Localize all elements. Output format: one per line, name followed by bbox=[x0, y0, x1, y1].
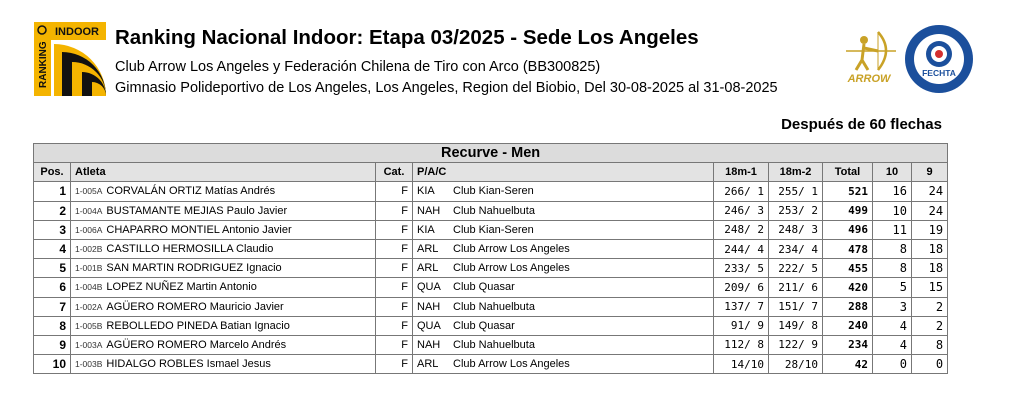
row-pac bbox=[413, 278, 714, 297]
ranking-badge-text: RANKING bbox=[38, 41, 49, 88]
table-row bbox=[34, 239, 948, 258]
table-row bbox=[34, 259, 948, 278]
row-tens: 4 bbox=[873, 316, 912, 335]
row-nines: 2 bbox=[912, 297, 948, 316]
col-total-header: Total bbox=[823, 163, 873, 182]
athlete-code: 1-004B bbox=[75, 282, 103, 293]
row-athlete bbox=[71, 297, 376, 316]
row-nines: 15 bbox=[912, 278, 948, 297]
row-total: 234 bbox=[823, 335, 873, 354]
row-18m1: 112/ 8 bbox=[714, 335, 769, 354]
row-total: 455 bbox=[823, 259, 873, 278]
row-pac bbox=[413, 297, 714, 316]
row-pos: 2 bbox=[34, 201, 71, 220]
row-tens: 3 bbox=[873, 297, 912, 316]
athlete-code: 1-006A bbox=[75, 224, 103, 235]
athlete-code: 1-002B bbox=[75, 244, 103, 255]
athlete-name: SAN MARTIN RODRIGUEZ Ignacio bbox=[106, 262, 282, 275]
row-tens: 11 bbox=[873, 220, 912, 239]
row-pac bbox=[413, 182, 714, 201]
row-athlete bbox=[71, 201, 376, 220]
row-total: 478 bbox=[823, 239, 873, 258]
row-nines: 24 bbox=[912, 201, 948, 220]
club-name: Club Nahuelbuta bbox=[453, 300, 535, 313]
club-name: Club Arrow Los Angeles bbox=[453, 243, 570, 256]
table-row bbox=[34, 278, 948, 297]
club-code: ARL bbox=[417, 262, 439, 275]
row-nines: 24 bbox=[912, 182, 948, 201]
category-header-row bbox=[34, 144, 948, 163]
row-nines: 2 bbox=[912, 316, 948, 335]
indoor-badge-text: INDOOR bbox=[55, 26, 99, 38]
row-18m1: 137/ 7 bbox=[714, 297, 769, 316]
page-title: Ranking Nacional Indoor: Etapa 03/2025 - Sede Los Angeles bbox=[115, 26, 699, 49]
row-total: 521 bbox=[823, 182, 873, 201]
club-code: NAH bbox=[417, 204, 441, 217]
row-tens: 4 bbox=[873, 335, 912, 354]
athlete-name: CHAPARRO MONTIEL Antonio Javier bbox=[106, 223, 292, 236]
col-athlete-header: Atleta bbox=[71, 163, 376, 182]
row-18m2: 211/ 6 bbox=[769, 278, 823, 297]
col-18m1-header: 18m-1 bbox=[714, 163, 769, 182]
row-tens: 10 bbox=[873, 201, 912, 220]
row-tens: 8 bbox=[873, 259, 912, 278]
club-name: Club Nahuelbuta bbox=[453, 338, 535, 351]
club-code: ARL bbox=[417, 358, 439, 371]
row-pos: 9 bbox=[34, 335, 71, 354]
table-row bbox=[34, 316, 948, 335]
athlete-name: REBOLLEDO PINEDA Batian Ignacio bbox=[106, 319, 290, 332]
col-nines-header: 9 bbox=[912, 163, 948, 182]
row-tens: 5 bbox=[873, 278, 912, 297]
row-18m2: 234/ 4 bbox=[769, 239, 823, 258]
table-row bbox=[34, 335, 948, 354]
row-pac bbox=[413, 316, 714, 335]
row-cat: F bbox=[376, 220, 413, 239]
row-athlete bbox=[71, 355, 376, 374]
arrow-logo-text: ARROW bbox=[847, 73, 891, 85]
club-name: Club Arrow Los Angeles bbox=[453, 262, 570, 275]
results-body bbox=[34, 182, 948, 374]
row-cat: F bbox=[376, 297, 413, 316]
row-total: 288 bbox=[823, 297, 873, 316]
arrows-count-note: Después de 60 flechas bbox=[781, 116, 942, 133]
row-athlete bbox=[71, 182, 376, 201]
row-cat: F bbox=[376, 182, 413, 201]
row-18m1: 266/ 1 bbox=[714, 182, 769, 201]
row-pos: 3 bbox=[34, 220, 71, 239]
row-pac bbox=[413, 220, 714, 239]
club-code: QUA bbox=[417, 281, 441, 294]
athlete-code: 1-005B bbox=[75, 320, 103, 331]
col-tens-header: 10 bbox=[873, 163, 912, 182]
athlete-name: LOPEZ NUÑEZ Martin Antonio bbox=[106, 281, 257, 294]
row-athlete bbox=[71, 259, 376, 278]
row-pac bbox=[413, 259, 714, 278]
col-pos-header: Pos. bbox=[34, 163, 71, 182]
table-row bbox=[34, 297, 948, 316]
row-tens: 16 bbox=[873, 182, 912, 201]
row-18m2: 248/ 3 bbox=[769, 220, 823, 239]
row-tens: 8 bbox=[873, 239, 912, 258]
row-nines: 18 bbox=[912, 239, 948, 258]
athlete-code: 1-003B bbox=[75, 359, 103, 370]
row-pos: 8 bbox=[34, 316, 71, 335]
row-18m1: 246/ 3 bbox=[714, 201, 769, 220]
results-table bbox=[33, 143, 948, 374]
athlete-name: AGÜERO ROMERO Marcelo Andrés bbox=[106, 338, 287, 351]
row-total: 499 bbox=[823, 201, 873, 220]
row-cat: F bbox=[376, 239, 413, 258]
row-athlete bbox=[71, 220, 376, 239]
row-cat: F bbox=[376, 259, 413, 278]
athlete-code: 1-003A bbox=[75, 339, 103, 350]
club-code: NAH bbox=[417, 300, 441, 313]
row-pos: 1 bbox=[34, 182, 71, 201]
col-cat-header: Cat. bbox=[376, 163, 413, 182]
row-total: 240 bbox=[823, 316, 873, 335]
fechta-logo-text: FECHTA bbox=[922, 68, 956, 78]
row-total: 42 bbox=[823, 355, 873, 374]
row-18m2: 253/ 2 bbox=[769, 201, 823, 220]
row-18m1: 14/10 bbox=[714, 355, 769, 374]
row-nines: 18 bbox=[912, 259, 948, 278]
row-18m2: 255/ 1 bbox=[769, 182, 823, 201]
category-title: Recurve - Men bbox=[34, 144, 948, 163]
athlete-name: CASTILLO HERMOSILLA Claudio bbox=[106, 243, 274, 256]
row-athlete bbox=[71, 335, 376, 354]
row-cat: F bbox=[376, 335, 413, 354]
row-18m2: 151/ 7 bbox=[769, 297, 823, 316]
club-name: Club Arrow Los Angeles bbox=[453, 358, 570, 371]
club-arrow-logo bbox=[838, 26, 900, 88]
table-row bbox=[34, 220, 948, 239]
row-pac bbox=[413, 201, 714, 220]
club-code: KIA bbox=[417, 223, 435, 236]
athlete-code: 1-002A bbox=[75, 301, 103, 312]
club-code: KIA bbox=[417, 185, 435, 198]
club-name: Club Quasar bbox=[453, 281, 515, 294]
row-pac bbox=[413, 239, 714, 258]
row-pos: 4 bbox=[34, 239, 71, 258]
club-name: Club Nahuelbuta bbox=[453, 204, 535, 217]
organizer-subtitle: Club Arrow Los Angeles y Federación Chilena de Tiro con Arco (BB300825) bbox=[115, 59, 601, 75]
row-cat: F bbox=[376, 316, 413, 335]
club-code: NAH bbox=[417, 338, 441, 351]
club-code: ARL bbox=[417, 243, 439, 256]
row-pos: 7 bbox=[34, 297, 71, 316]
club-code: QUA bbox=[417, 319, 441, 332]
column-header-row bbox=[34, 163, 948, 182]
col-pac-header: P/A/C bbox=[413, 163, 714, 182]
row-18m2: 122/ 9 bbox=[769, 335, 823, 354]
row-cat: F bbox=[376, 278, 413, 297]
row-18m1: 91/ 9 bbox=[714, 316, 769, 335]
athlete-name: HIDALGO ROBLES Ismael Jesus bbox=[106, 358, 271, 371]
table-row bbox=[34, 201, 948, 220]
row-pac bbox=[413, 335, 714, 354]
row-athlete bbox=[71, 239, 376, 258]
row-cat: F bbox=[376, 355, 413, 374]
row-total: 420 bbox=[823, 278, 873, 297]
row-pos: 6 bbox=[34, 278, 71, 297]
athlete-code: 1-005A bbox=[75, 186, 103, 197]
row-18m1: 244/ 4 bbox=[714, 239, 769, 258]
row-tens: 0 bbox=[873, 355, 912, 374]
athlete-name: BUSTAMANTE MEJIAS Paulo Javier bbox=[106, 204, 288, 217]
row-pos: 10 bbox=[34, 355, 71, 374]
row-18m2: 149/ 8 bbox=[769, 316, 823, 335]
row-total: 496 bbox=[823, 220, 873, 239]
row-pac bbox=[413, 355, 714, 374]
ranking-indoor-logo bbox=[34, 22, 106, 96]
col-18m2-header: 18m-2 bbox=[769, 163, 823, 182]
athlete-name: CORVALÁN ORTIZ Matías Andrés bbox=[106, 185, 276, 198]
table-row bbox=[34, 355, 948, 374]
club-name: Club Kian-Seren bbox=[453, 223, 534, 236]
row-18m1: 233/ 5 bbox=[714, 259, 769, 278]
row-cat: F bbox=[376, 201, 413, 220]
venue-dates: Gimnasio Polideportivo de Los Angeles, Los Angeles, Region del Biobio, Del 30-08-2025 al 31-08-2025 bbox=[115, 80, 778, 96]
row-18m1: 248/ 2 bbox=[714, 220, 769, 239]
row-nines: 8 bbox=[912, 335, 948, 354]
row-nines: 19 bbox=[912, 220, 948, 239]
club-name: Club Quasar bbox=[453, 319, 515, 332]
row-nines: 0 bbox=[912, 355, 948, 374]
athlete-code: 1-004A bbox=[75, 205, 103, 216]
row-athlete bbox=[71, 316, 376, 335]
row-pos: 5 bbox=[34, 259, 71, 278]
row-18m1: 209/ 6 bbox=[714, 278, 769, 297]
row-18m2: 222/ 5 bbox=[769, 259, 823, 278]
athlete-name: AGÜERO ROMERO Mauricio Javier bbox=[106, 300, 284, 313]
club-name: Club Kian-Seren bbox=[453, 185, 534, 198]
fechta-logo bbox=[904, 24, 974, 94]
row-athlete bbox=[71, 278, 376, 297]
table-row bbox=[34, 182, 948, 201]
athlete-code: 1-001B bbox=[75, 263, 103, 274]
row-18m2: 28/10 bbox=[769, 355, 823, 374]
